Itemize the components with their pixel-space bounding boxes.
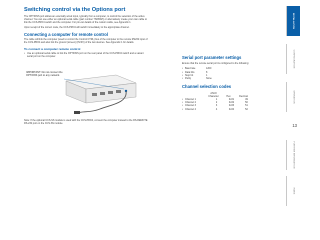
param-value: 1200: [206, 67, 212, 71]
channel-char: 4: [215, 107, 218, 111]
tab-operation[interactable]: [286, 82, 300, 112]
tab-index[interactable]: [286, 176, 300, 206]
channel-table: [182, 92, 266, 112]
channel-hex: 0x32: [228, 100, 235, 104]
tab-installation[interactable]: [286, 6, 300, 36]
channel-char: 2: [215, 100, 218, 104]
channel-name: • Channel 1: [182, 98, 209, 101]
section-title: Switching control via the Options port: [24, 7, 126, 13]
header-hex: Hex: [226, 94, 231, 98]
param-key: • Baud rate: [182, 67, 206, 70]
param-value: 1: [206, 74, 208, 77]
channel-char: 1: [215, 97, 218, 101]
tab-operation-label: OPERATION: [292, 90, 295, 104]
param-key: • Data bits: [182, 71, 206, 74]
header-character: Character: [208, 94, 219, 98]
tab-installation-label: INSTALLATION: [292, 12, 295, 30]
serial-intro: Ensure that the remote serial port is configured to the following:: [182, 61, 249, 65]
tab-further-information[interactable]: [286, 140, 300, 170]
left-column: [24, 8, 148, 125]
tab-configuration[interactable]: [286, 44, 300, 74]
connecting-subtitle: To connect a computer remote control: [24, 46, 81, 51]
channel-hex: 0x33: [228, 104, 235, 108]
channel-dec: 50: [245, 100, 248, 104]
page-number: 13: [292, 123, 297, 128]
caption-ascii: ASCII: [210, 91, 217, 95]
connecting-step: • Use an optional serial cable to link the OPTIONS port on the rear panel of the CCS-PRO4 switch and a vacant serial port on the computer.: [24, 52, 148, 58]
figure-note: Note: If the optional CCS-SS module is used with the CCS-PRO4, connect the computer instead to the RS-REMOTE RS-232 port on the CCS-SS module.: [24, 118, 148, 125]
switch-and-computer-drawing: [24, 61, 148, 117]
serial-params: [182, 67, 266, 81]
tab-further-information-label: FURTHER INFORMATION: [292, 141, 295, 169]
connection-illustration: [24, 61, 148, 117]
connecting-title: Connecting a computer for remote control: [24, 31, 108, 37]
section-tabs: [286, 0, 300, 212]
header-decimal: Decimal: [239, 94, 248, 98]
tab-configuration-label: CONFIGURATION: [292, 49, 295, 69]
connecting-text: The cable will link the computer (used to control the Control CTRL) bus of the computer to the remote RS232 input of the CCS-PRO4 and also link the ground (screen) (0V/0V) of the two devices. See Appendix 1 for details.: [24, 38, 148, 45]
channel-name: • Channel 3: [182, 104, 209, 107]
important-text: IMPORTANT: Do not connect the OPTIONS port to any network.: [26, 71, 63, 78]
channels-title: Channel selection codes: [182, 83, 232, 89]
channel-name: • Channel 4: [182, 108, 209, 111]
ccs-pro4-switch-icon: [66, 75, 136, 103]
channel-hex: 0x31: [228, 97, 235, 101]
tab-index-label: INDEX: [292, 187, 295, 195]
channel-hex: 0x34: [228, 107, 235, 111]
channel-dec: 51: [245, 104, 248, 108]
param-key: • Stop bit: [182, 74, 206, 77]
channel-name: • Channel 2: [182, 101, 209, 104]
channel-dec: 52: [245, 107, 248, 111]
param-value: 8: [206, 70, 208, 74]
param-value: None: [206, 77, 212, 81]
section-intro-note: Upon receipt of the correct code, the CCS-PRO4 will switch immediately to the appropriate channel.: [24, 25, 130, 29]
param-row: [182, 77, 266, 80]
right-column: [182, 56, 266, 111]
serial-title: Serial port parameter settings: [182, 55, 242, 60]
table-row: [182, 108, 266, 111]
section-intro: The OPTIONS port allows an externally wired input, typically from a computer, to control the selection of the active channel. You can use either an optional serial cable (part number 7SOBAH) or alternatively create your own cable to link the CCS-PRO4 switch and the computer. For pin-out details of the custom cable, see Appendix 1.: [24, 14, 147, 25]
channel-dec: 49: [245, 97, 248, 101]
serial-connector-icon: [74, 111, 80, 114]
param-key: • Parity: [182, 77, 206, 80]
channel-char: 3: [215, 104, 218, 108]
